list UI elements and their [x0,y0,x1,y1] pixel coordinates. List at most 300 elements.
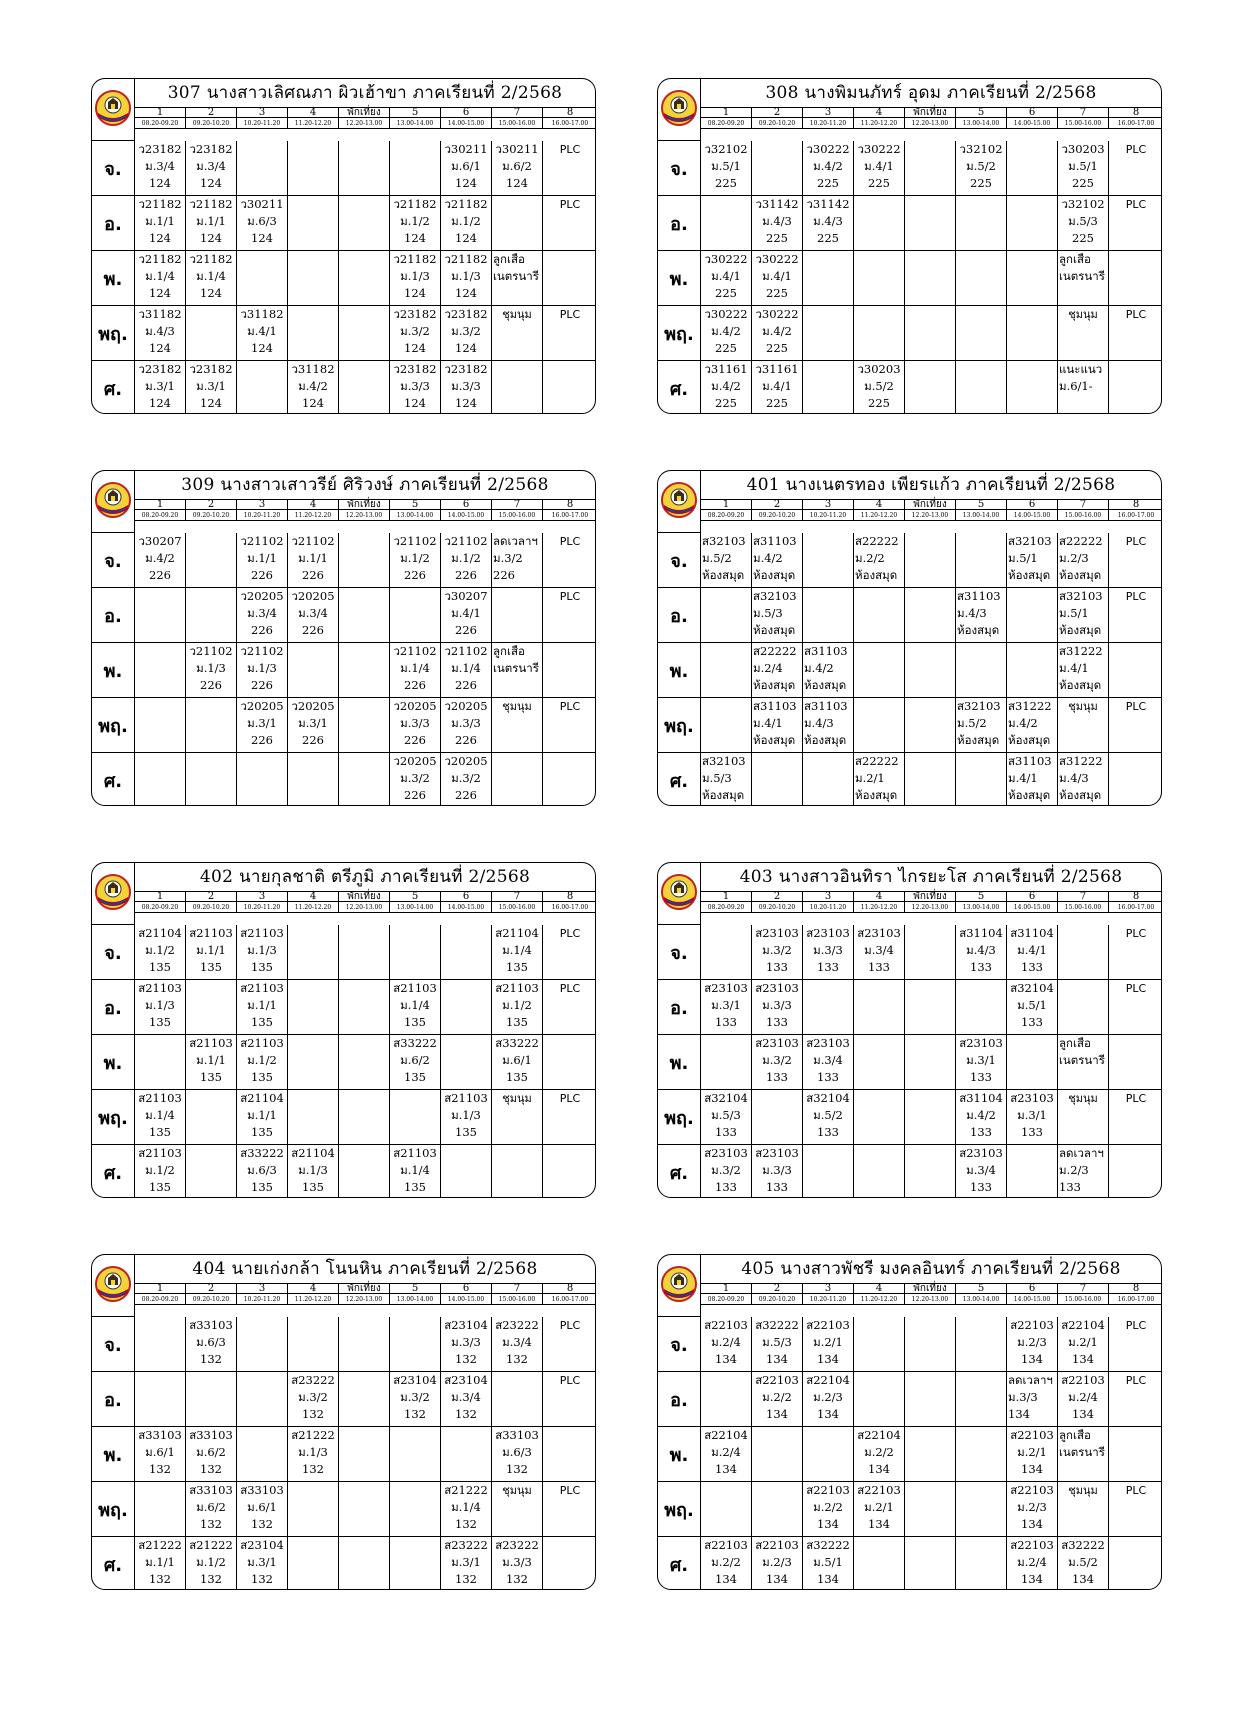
subject-code: ว30222 [857,142,901,156]
class-level: ม.1/1 [196,1053,226,1067]
subject-code: ส21103 [189,926,233,940]
period-number: 4 [288,499,339,510]
period-number: 3 [237,499,288,510]
schedule-cell [956,925,1007,980]
schedule-cell [237,1482,288,1537]
schedule-cell [441,698,492,753]
class-level: ม.3/4 [864,943,894,957]
subject-code: PLC [559,198,581,211]
subject-code: ส31222 [1059,644,1103,658]
schedule-cell [339,361,390,414]
class-level: ม.2/4 [753,661,783,675]
period-number: 2 [752,891,803,902]
subject-code: ส23104 [444,1373,488,1387]
room-number: 226 [251,623,273,637]
timetable-card [657,78,1162,414]
schedule-cell [1058,698,1109,753]
class-level: ม.3/2 [400,771,430,785]
schedule-cell [1058,1427,1109,1482]
period-time: 13.00-14.00 [390,902,441,913]
schedule-cell [1109,980,1162,1035]
class-level: ม.2/1 [813,1335,843,1349]
schedule-cell [956,1145,1007,1198]
schedule-cell [186,1145,237,1198]
schedule-cell [752,196,803,251]
schedule-cell [956,533,1007,588]
schedule-cell [339,1035,390,1090]
subject-code: ส32222 [806,1538,850,1552]
class-level: ม.1/3 [247,661,277,675]
schedule-cell [1007,1537,1058,1590]
room-number: 132 [455,1572,477,1586]
room-number: ห้องสมุด [753,568,796,582]
schedule-cell [237,588,288,643]
class-level: ม.1/4 [451,661,481,675]
schedule-cell [752,1317,803,1372]
period-number: 6 [441,891,492,902]
period-number: 6 [1007,107,1058,118]
room-number: 133 [868,960,890,974]
class-level: ม.1/2 [451,551,481,565]
schedule-cell [1109,196,1162,251]
class-level: ม.4/2 [1008,716,1038,730]
schedule-cell [390,141,441,196]
subject-code: ส21103 [189,1036,233,1050]
period-time: 14.00-15.00 [441,902,492,913]
subject-code: ลดเวลาฯ [1059,1146,1104,1160]
timetable-card [657,470,1162,806]
subject-code: ส23103 [755,926,799,940]
subject-code: ส23104 [240,1538,284,1552]
subject-code: ส33103 [240,1483,284,1497]
subject-code: ส23103 [755,1146,799,1160]
period-number: 8 [543,1283,596,1294]
schedule-cell [237,698,288,753]
schedule-cell [390,1145,441,1198]
subject-code: ส23103 [806,926,850,940]
subject-code: ว21102 [291,534,335,548]
room-number: ห้องสมุด [1059,788,1102,802]
room-number: 134 [1021,1572,1043,1586]
class-level: ม.4/3 [966,943,996,957]
school-logo [92,863,135,925]
schedule-cell [390,925,441,980]
schedule-cell [492,698,543,753]
subject-code: ส22104 [1061,1318,1105,1332]
period-time: 10.20-11.20 [803,118,854,129]
class-level: ม.3/3 [762,1163,792,1177]
schedule-cell [1058,1317,1109,1372]
schedule-cell [701,925,752,980]
schedule-cell [492,361,543,414]
schedule-cell [543,1372,596,1427]
period-time: 12.20-13.00 [339,118,390,129]
period-number: 5 [390,1283,441,1294]
class-level: ม.1/1 [196,943,226,957]
schedule-cell [956,361,1007,414]
schedule-cell [543,306,596,361]
subject-code: ส22103 [1010,1318,1054,1332]
subject-code: ส22103 [755,1538,799,1552]
schedule-cell [135,361,186,414]
schedule-cell [854,1145,905,1198]
period-time: 13.00-14.00 [956,902,1007,913]
subject-code: ส22222 [1059,534,1103,548]
period-time: 14.00-15.00 [441,510,492,521]
room-number: 225 [1072,176,1094,190]
class-level: ม.2/4 [1068,1390,1098,1404]
day-label: อ. [92,588,135,643]
schedule-cell [543,925,596,980]
school-logo [658,1255,701,1317]
class-level: ม.3/3 [451,1335,481,1349]
schedule-cell [701,141,752,196]
room-number: 134 [715,1572,737,1586]
subject-code: ส33222 [240,1146,284,1160]
schedule-cell [441,1482,492,1537]
period-number: 7 [1058,107,1109,118]
schedule-cell [1109,753,1162,806]
schedule-cell [135,925,186,980]
class-level: ม.3/2 [400,1390,430,1404]
class-level: ม.6/2 [400,1053,430,1067]
period-time: 09.20-10.20 [186,1294,237,1305]
room-number: 226 [455,733,477,747]
period-number: พักเที่ยง [905,107,956,118]
subject-code: ส31104 [1010,926,1054,940]
schedule-cell [441,753,492,806]
period-time: 14.00-15.00 [1007,1294,1058,1305]
schedule-cell [905,1145,956,1198]
subject-code: ว31142 [755,197,799,211]
schedule-cell [1109,1317,1162,1372]
subject-code: PLC [1125,927,1147,940]
room-number: 135 [455,1125,477,1139]
class-level: ม.3/4 [451,1390,481,1404]
period-time: 08.20-09.20 [701,902,752,913]
period-time: 14.00-15.00 [1007,118,1058,129]
subject-code: ว32102 [704,142,748,156]
schedule-cell [339,698,390,753]
schedule-cell [237,1427,288,1482]
schedule-cell [339,533,390,588]
room-number: ห้องสมุด [804,733,847,747]
room-number: 226 [455,788,477,802]
subject-code: ส23104 [393,1373,437,1387]
room-number: 135 [506,960,528,974]
class-level: ม.4/2 [966,1108,996,1122]
room-number: 225 [868,396,890,410]
room-number: 124 [200,286,222,300]
class-level: ม.5/3 [711,1108,741,1122]
class-level: ม.2/4 [1017,1555,1047,1569]
room-number: 134 [1072,1352,1094,1366]
room-number: 134 [766,1572,788,1586]
room-number: 133 [1059,1180,1081,1194]
subject-code: ส22222 [855,754,899,768]
period-time: 12.20-13.00 [339,1294,390,1305]
period-number: พักเที่ยง [905,891,956,902]
class-level: ม.4/3 [762,214,792,228]
subject-code: ว30222 [704,307,748,321]
period-number: 7 [1058,1283,1109,1294]
schedule-cell [543,1317,596,1372]
room-number: 226 [251,568,273,582]
subject-code: PLC [1125,535,1147,548]
schedule-cell [135,1482,186,1537]
class-level: ม.2/2 [813,1500,843,1514]
room-number: 132 [506,1352,528,1366]
subject-code: ส31103 [753,699,797,713]
room-number: ห้องสมุด [753,623,796,637]
room-number: 225 [715,341,737,355]
room-number: 124 [506,176,528,190]
schedule-cell [339,1482,390,1537]
class-level: ม.3/4 [247,606,277,620]
subject-code: ลดเวลาฯ [1008,1373,1053,1387]
subject-code: PLC [1125,308,1147,321]
period-time: 15.00-16.00 [1058,510,1109,521]
subject-code: ส32104 [1010,981,1054,995]
room-number: 132 [455,1517,477,1531]
room-number: 135 [404,1015,426,1029]
class-level: ม.3/1 [247,716,277,730]
class-level: เนตรนารี [1059,1445,1105,1459]
class-level: ม.3/3 [451,379,481,393]
schedule-cell [956,196,1007,251]
subject-code: ส21222 [291,1428,335,1442]
subject-code: ส21104 [138,926,182,940]
subject-code: ชุมนุม [1068,1484,1098,1497]
schedule-cell [543,1537,596,1590]
period-number: 7 [492,499,543,510]
schedule-cell [441,1317,492,1372]
room-number: 135 [149,1180,171,1194]
schedule-cell [237,361,288,414]
class-level: ม.4/2 [753,551,783,565]
schedule-cell [854,1372,905,1427]
period-time: 11.20-12.20 [288,510,339,521]
schedule-cell [492,1090,543,1145]
room-number: 124 [455,396,477,410]
period-time: 09.20-10.20 [752,510,803,521]
schedule-cell [803,1035,854,1090]
day-label: พฤ. [92,306,135,361]
schedule-cell [543,196,596,251]
room-number: 135 [251,1180,273,1194]
subject-code: PLC [1125,700,1147,713]
schedule-cell [543,698,596,753]
day-label: พ. [658,643,701,698]
period-number: 4 [288,1283,339,1294]
subject-code: ส23222 [444,1538,488,1552]
room-number: 134 [1072,1407,1094,1421]
schedule-cell [135,1427,186,1482]
schedule-cell [237,980,288,1035]
subject-code: ชุมนุม [1068,308,1098,321]
schedule-cell [441,533,492,588]
schedule-cell [1007,1090,1058,1145]
subject-code: ว20205 [444,754,488,768]
day-label: อ. [92,980,135,1035]
class-level: ม.1/4 [196,269,226,283]
timetable-card [91,862,596,1198]
day-label: พฤ. [658,306,701,361]
subject-code: ว31161 [755,362,799,376]
day-label: ศ. [92,1537,135,1590]
room-number: 135 [506,1070,528,1084]
schedule-cell [390,1372,441,1427]
subject-code: PLC [1125,198,1147,211]
schedule-cell [701,980,752,1035]
subject-code: ส32103 [1008,534,1052,548]
subject-code: ส21103 [138,1091,182,1105]
schedule-cell [237,251,288,306]
class-level: ม.4/1 [247,324,277,338]
schedule-cell [339,925,390,980]
class-level: ม.6/1 [451,159,481,173]
class-level: ม.3/1 [196,379,226,393]
room-number: 124 [149,396,171,410]
period-time: 10.20-11.20 [237,118,288,129]
subject-code: ว21182 [444,197,488,211]
class-level: ม.5/3 [753,606,783,620]
subject-code: ว21102 [240,534,284,548]
class-level: ม.4/2 [711,324,741,338]
class-level: ม.2/3 [1059,551,1089,565]
room-number: 134 [868,1462,890,1476]
room-number: 133 [766,1015,788,1029]
schedule-cell [905,925,956,980]
class-level: ม.4/1 [762,269,792,283]
period-time: 08.20-09.20 [701,510,752,521]
room-number: 226 [200,678,222,692]
schedule-cell [905,141,956,196]
period-time: 16.00-17.00 [1109,1294,1162,1305]
class-level: ม.6/3 [247,1163,277,1177]
room-number: 132 [302,1462,324,1476]
schedule-cell [339,1145,390,1198]
schedule-cell [492,1372,543,1427]
period-number: 6 [441,499,492,510]
class-level: ม.3/3 [1008,1390,1038,1404]
room-number: ห้องสมุด [1008,788,1051,802]
card-title: 405 นางสาวพัชรี มงคลอินทร์ ภาคเรียนที่ 2/2568 [701,1255,1161,1284]
room-number: 133 [970,1070,992,1084]
subject-code: ลดเวลาฯ [493,534,538,548]
subject-code: ว20205 [240,589,284,603]
schedule-cell [237,1317,288,1372]
class-level: ม.4/3 [813,214,843,228]
class-level: ม.3/3 [400,379,430,393]
room-number: 132 [200,1517,222,1531]
subject-code: ส23103 [1010,1091,1054,1105]
class-level: ม.3/2 [711,1163,741,1177]
room-number: ห้องสมุด [957,733,1000,747]
schedule-cell [1058,980,1109,1035]
schedule-cell [701,196,752,251]
schedule-cell [543,1035,596,1090]
class-level: ม.3/1 [247,1555,277,1569]
period-number: 2 [752,499,803,510]
schedule-cell [135,141,186,196]
class-level: ม.6/2 [196,1500,226,1514]
subject-code: ว30203 [1061,142,1105,156]
period-time: 12.20-13.00 [905,1294,956,1305]
class-level: ม.6/1 [145,1445,175,1459]
schedule-cell [854,196,905,251]
schedule-cell [956,753,1007,806]
schedule-cell [1109,698,1162,753]
subject-code: ส21103 [138,1146,182,1160]
room-number: 135 [251,1070,273,1084]
schedule-cell [186,753,237,806]
subject-code: PLC [1125,982,1147,995]
schedule-cell [339,196,390,251]
period-time: 13.00-14.00 [390,1294,441,1305]
room-number: 135 [149,960,171,974]
period-number: 4 [854,499,905,510]
day-label: อ. [92,1372,135,1427]
class-level: ม.1/4 [400,998,430,1012]
schedule-cell [1007,643,1058,698]
subject-code: ส21104 [240,1091,284,1105]
schedule-cell [288,141,339,196]
class-level: ม.6/3 [247,214,277,228]
period-number: 1 [701,891,752,902]
subject-code: ว20205 [444,699,488,713]
day-label: อ. [658,196,701,251]
room-number: 133 [715,1125,737,1139]
period-number: 3 [803,891,854,902]
class-level: ม.5/2 [1068,1555,1098,1569]
period-number: 3 [237,1283,288,1294]
subject-code: ส23103 [806,1036,850,1050]
schedule-cell [492,588,543,643]
schedule-cell [956,1317,1007,1372]
schedule-cell [1007,588,1058,643]
schedule-cell [701,698,752,753]
subject-code: ว32102 [959,142,1003,156]
subject-code: ส33103 [495,1428,539,1442]
schedule-cell [135,753,186,806]
schedule-cell [441,306,492,361]
subject-code: PLC [559,1319,581,1332]
subject-code: ส23222 [495,1538,539,1552]
class-level: ม.3/1 [451,1555,481,1569]
class-level: ม.4/1 [451,606,481,620]
day-label: ศ. [658,361,701,414]
schedule-cell [1109,306,1162,361]
room-number: 124 [455,286,477,300]
period-number: 4 [854,1283,905,1294]
subject-code: ว20205 [393,754,437,768]
schedule-cell [701,1090,752,1145]
class-level: ม.1/4 [145,269,175,283]
schedule-cell [1109,1145,1162,1198]
schedule-cell [803,643,854,698]
schedule-cell [390,306,441,361]
schedule-cell [390,1090,441,1145]
schedule-cell [441,1035,492,1090]
schedule-cell [339,251,390,306]
subject-code: ส23103 [755,1036,799,1050]
day-label: พ. [92,643,135,698]
schedule-cell [543,361,596,414]
room-number: 225 [766,396,788,410]
schedule-cell [854,306,905,361]
period-number: 2 [186,1283,237,1294]
